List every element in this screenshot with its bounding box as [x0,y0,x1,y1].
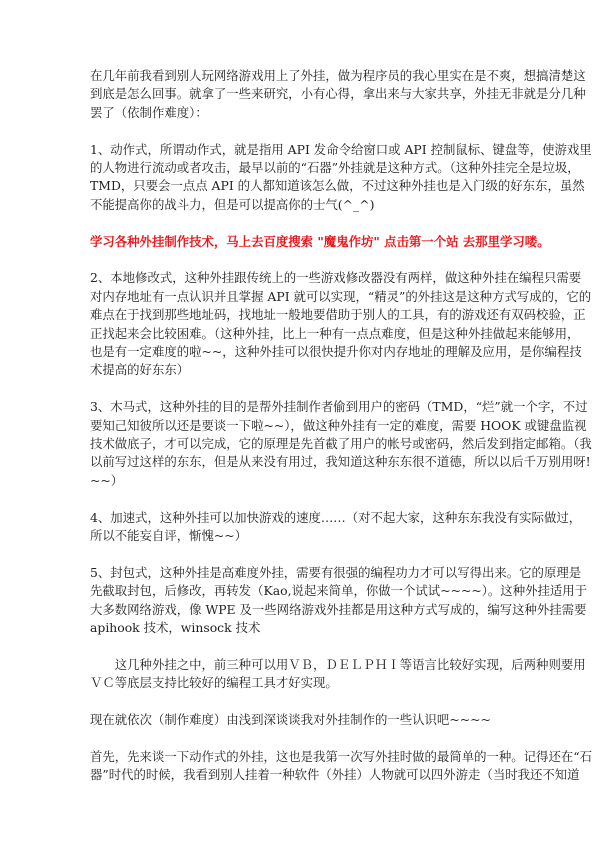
text-line: 以前写过这样的东东，但是从来没有用过，我知道这种东东很不道德，所以以后千万别用呀! [90,454,591,470]
paragraph [90,67,586,122]
paragraph [90,509,582,546]
paragraph [90,398,592,490]
text-line: 对内存地址有一点认识并且掌握 API 就可以实现，“精灵”的外挂这是这种方式写成的，它的 [90,288,592,304]
text-line: 1、动作式，所谓动作式，就是指用 API 发命令给窗口或 API 控制鼠标、键盘等，使游戏里 [90,141,592,157]
text-line: ＶＣ等底层支持比较好的编程工具才好实现。 [90,675,338,691]
paragraph [90,748,592,785]
text-line: ~~） [90,472,124,488]
text-line: 在几年前我看到别人玩网络游戏用上了外挂，做为程序员的我心里实在是不爽，想搞清楚这 [90,68,586,83]
promo-paragraph [90,233,550,251]
text-line: 要知己知彼所以还是要谈一下啦~~），做这种外挂有一定的难度，需要 HOOK 或键盘监视 [90,417,587,433]
text-line: 先截取封包，后修改，再转发（Kao,说起来简单，你做一个试试~~~~）。这种外挂适用于 [90,583,588,599]
text-line: 大多数网络游戏，像 WPE 及一些网络游戏外挂都是用这种方式写成的，编写这种外挂需要 [90,601,587,617]
text-line: 2、本地修改式，这种外挂跟传统上的一些游戏修改器没有两样，做这种外挂在编程只需要 [90,270,582,286]
text-line: 也是有一定难度的啦~~，这种外挂可以很快提升你对内存地址的理解及应用，是你编程技 [90,344,582,360]
text-line: TMD，只要会一点点 API 的人都知道该怎么做，不过这种外挂也是入门级的好东东，虽然 [90,178,585,194]
paragraph [90,269,592,379]
text-line: apihook 技术，winsock 技术 [90,620,261,636]
text-line: 3、木马式，这种外挂的目的是帮外挂制作者偷到用户的密码（TMD，“烂”就一个字，不过 [90,399,588,415]
text-line: 难点在于找到那些地址码，找地址一般地要借助于别人的工具，有的游戏还有双码校验，正 [90,307,586,323]
text-line: 首先，先来谈一下动作式的外挂，这也是我第一次写外挂时做的最简单的一种。记得还在“石 [90,748,592,764]
text-line: 术提高的好东东） [90,362,190,378]
text-line: 这几种外挂之中，前三种可以用ＶＢ，ＤＥＬＰＨＩ等语言比较好实现，后两种则要用 [90,656,586,672]
paragraph [90,656,586,693]
text-line: 正找起来会比较困难。（这种外挂，比上一种有一点点难度，但是这种外挂做起来能够用， [90,325,580,341]
text-line: 4、加速式，这种外挂可以加快游戏的速度……（对不起大家，这种东东我没有实际做过， [90,509,582,525]
paragraph [90,141,592,215]
text-line: 到底是怎么回事。就拿了一些来研究，小有心得，拿出来与大家共享，外挂无非就是分几种 [90,86,586,102]
text-line: 器”时代的时候，我看到别人挂着一种软件（外挂）人物就可以四外游走（当时我还不知道 [90,767,580,783]
text-line: 罢了（依制作难度）： [90,104,208,120]
text-line: 5、封包式，这种外挂是高难度外挂，需要有很强的编程功力才可以写得出来。它的原理是 [90,564,582,580]
text-line: 现在就依次（制作难度）由浅到深谈谈我对外挂制作的一些认识吧~~~~ [90,712,491,728]
text-line: 所以不能妄自评，惭愧~~） [90,528,248,544]
paragraph [90,564,588,638]
paragraph [90,711,512,729]
document-page [90,67,592,803]
text-line: 技术做底子，才可以完成，它的原理是先首截了用户的帐号或密码，然后发到指定邮箱。（我 [90,436,592,452]
text-line: 不能提高你的战斗力，但是可以提高你的士气(^_^) [90,196,375,212]
text-line: 学习各种外挂制作技术，马上去百度搜索 "魔鬼作坊" 点击第一个站 去那里学习喽。 [90,233,550,249]
text-line: 的人物进行流动或者攻击，最早以前的“石器”外挂就是这种方式。（这种外挂完全是垃圾， [90,160,580,176]
